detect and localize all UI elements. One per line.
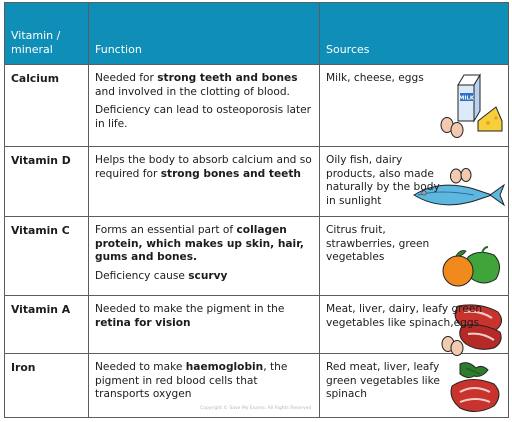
nutrient-name: Calcium xyxy=(5,65,89,147)
header-function: Function xyxy=(89,3,320,65)
nutrients-table xyxy=(4,2,509,418)
svg-text:MILK: MILK xyxy=(458,95,475,102)
nutrient-function: Needed to make haemoglobin, the pigment in red blood cells that transports oxygen xyxy=(89,354,320,418)
meat-spinach-icon xyxy=(446,360,504,418)
nutrient-sources: Oily fish, dairy products, also made naturally by the body in sunlight xyxy=(320,147,509,217)
header-sources: Sources xyxy=(320,3,509,65)
table-header-row xyxy=(5,3,509,65)
table-row xyxy=(5,217,509,296)
nutrient-sources: Citrus fruit, strawberries, green vegetables xyxy=(320,217,509,296)
nutrient-sources: Red meat, liver, leafy green vegetables like spinach xyxy=(320,354,509,418)
table-row xyxy=(5,296,509,354)
header-vitamin-mineral: Vitamin / mineral xyxy=(5,3,89,65)
nutrient-name: Vitamin D xyxy=(5,147,89,217)
nutrient-name: Iron xyxy=(5,354,89,418)
nutrient-name: Vitamin A xyxy=(5,296,89,354)
nutrient-name: Vitamin C xyxy=(5,217,89,296)
table-row xyxy=(5,65,509,147)
nutrient-function: Forms an essential part of collagen protein, which makes up skin, hair, gums and bones. Deficiency cause scurvy xyxy=(89,217,320,296)
nutrient-function: Needed for strong teeth and bones and involved in the clotting of blood. Deficiency can lead to osteoporosis later in life. xyxy=(89,65,320,147)
table-row xyxy=(5,147,509,217)
copyright-text: Copyright © Save My Exams. All Rights Reserved xyxy=(200,406,312,411)
nutrient-sources: Milk, cheese, eggs MILK xyxy=(320,65,509,147)
nutrient-sources: Meat, liver, dairy, leafy green vegetables like spinach,eggs xyxy=(320,296,509,354)
nutrient-function: Helps the body to absorb calcium and so required for strong bones and teeth xyxy=(89,147,320,217)
nutrient-function: Needed to make the pigment in the retina for vision xyxy=(89,296,320,354)
